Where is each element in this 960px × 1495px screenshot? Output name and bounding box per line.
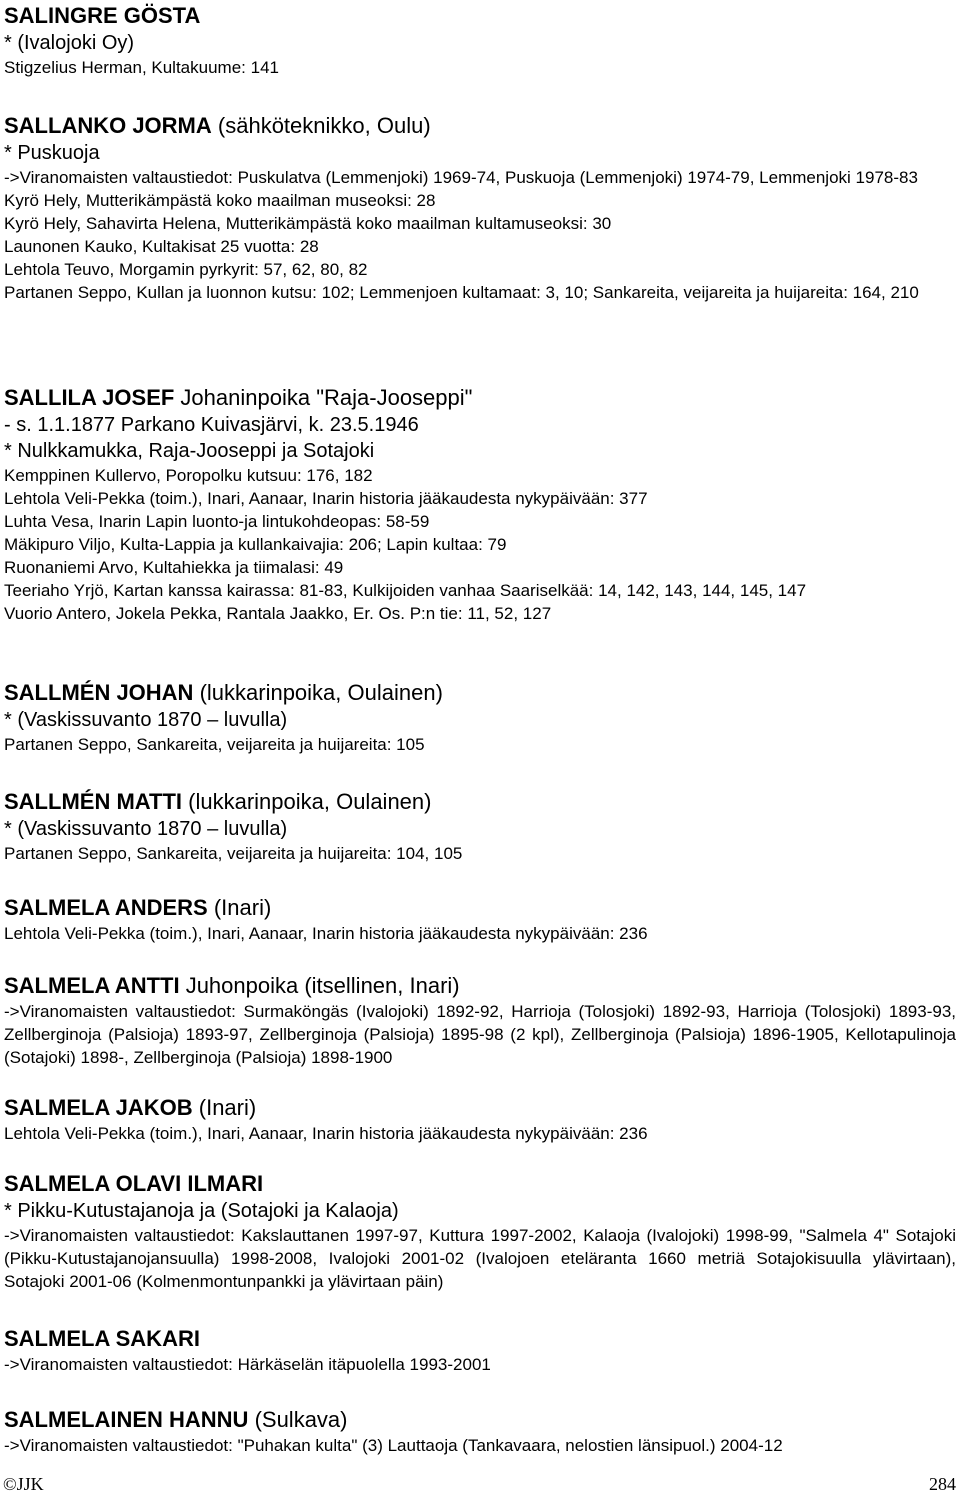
entry-line: Partanen Seppo, Sankareita, veijareita ja huijareita: 104, 105 [4, 844, 463, 863]
page-number: 284 [929, 1474, 956, 1494]
entry-line: ->Viranomaisten valtaustiedot: Härkäselän itäpuolella 1993-2001 [4, 1355, 491, 1374]
entry-line: Luhta Vesa, Inarin Lapin luonto-ja lintukohdeopas: 58-59 [4, 512, 430, 531]
entry-line: Lehtola Veli-Pekka (toim.), Inari, Aanaar, Inarin historia jääkaudesta nykypäivään: 236 [4, 924, 648, 943]
entry [4, 2, 956, 79]
entry-line: * Pikku-Kutustajanoja ja (Sotajoki ja Kalaoja) [4, 1200, 399, 1222]
entry [4, 1170, 956, 1293]
entry-name: SALMELA ANTTI [4, 973, 180, 998]
entry-heading [4, 1170, 956, 1198]
entry [4, 972, 956, 1069]
entry-heading [4, 894, 956, 922]
entry-line: Stigzelius Herman, Kultakuume: 141 [4, 58, 279, 77]
entry-heading [4, 384, 956, 412]
entry-line: Lehtola Veli-Pekka (toim.), Inari, Aanaar, Inarin historia jääkaudesta nykypäivään: 377 [4, 489, 648, 508]
entry-line: * (Ivalojoki Oy) [4, 32, 135, 54]
entry-line: ->Viranomaisten valtaustiedot: Puskulatva (Lemmenjoki) 1969-74, Puskuoja (Lemmenjoki) 1974-79, Lemmenjoki 1978-83 [4, 168, 918, 187]
entry-name: SALMELA OLAVI ILMARI [4, 1171, 264, 1196]
entry-line: ->Viranomaisten valtaustiedot: "Puhakan kulta" (3) Lauttaoja (Tankavaara, nelostien länsipuol.) 2004-12 [4, 1436, 783, 1455]
footer-copyright: ©JJK [3, 1474, 44, 1494]
entry-heading [4, 1406, 956, 1434]
entry-line: Kyrö Hely, Mutterikämpästä koko maailman museoksi: 28 [4, 191, 436, 210]
entry-heading [4, 1094, 956, 1122]
entry-line: Teeriaho Yrjö, Kartan kanssa kairassa: 81-83, Kulkijoiden vanhaa Saariselkää: 14, 142, 143, 144, 145, 147 [4, 581, 807, 600]
entry-name: SALLANKO JORMA [4, 113, 212, 138]
entry-descriptor: (Sulkava) [248, 1407, 348, 1432]
entry-descriptor: (sähköteknikko, Oulu) [211, 113, 431, 138]
entry-line: Kemppinen Kullervo, Poropolku kutsuu: 176, 182 [4, 466, 373, 485]
entry [4, 1406, 956, 1457]
entry-descriptor: (lukkarinpoika, Oulainen) [182, 789, 432, 814]
entry [4, 894, 956, 945]
entry-line: ->Viranomaisten valtaustiedot: Surmaköngäs (Ivalojoki) 1892-92, Harrioja (Tolosjoki) 1892-93, Harrioja (Tolosjoki) 1893-93, Zellberginoja (Palsioja) 1893-97, Zellberginoja (Palsioja) 1895-98 (2 kpl), Zellberginoja (Palsioja) 1896-1905, Kellotapulinoja (Sotajoki) 1898-, Zellberginoja (Palsioja) 1898-1900 [4, 1002, 956, 1067]
entry-line: Lehtola Veli-Pekka (toim.), Inari, Aanaar, Inarin historia jääkaudesta nykypäivään: 236 [4, 1124, 648, 1143]
entry-name: SALINGRE GÖSTA [4, 3, 201, 28]
entry-line: Partanen Seppo, Sankareita, veijareita ja huijareita: 105 [4, 735, 425, 754]
entry-line: - s. 1.1.1877 Parkano Kuivasjärvi, k. 23.5.1946 [4, 414, 419, 436]
entry-heading [4, 1325, 956, 1353]
entry-descriptor: (lukkarinpoika, Oulainen) [193, 680, 443, 705]
entry-line: Mäkipuro Viljo, Kulta-Lappia ja kullankaivajia: 206; Lapin kultaa: 79 [4, 535, 507, 554]
entry-heading [4, 788, 956, 816]
entry-name: SALMELAINEN HANNU [4, 1407, 249, 1432]
entry-name: SALMELA ANDERS [4, 895, 208, 920]
entry-line: Lehtola Teuvo, Morgamin pyrkyrit: 57, 62, 80, 82 [4, 260, 368, 279]
entry [4, 1094, 956, 1145]
entry-name: SALMELA SAKARI [4, 1326, 200, 1351]
entry-heading [4, 679, 956, 707]
entry-line: ->Viranomaisten valtaustiedot: Kakslauttanen 1997-97, Kuttura 1997-2002, Kalaoja (Ivalojoki) 1998-99, "Salmela 4" Sotajoki (Pikku-Kutustajanojansuulla) 1998-2008, Ivalojoki 2001-02 (Ivalojoen eteläranta 1660 metriä Sotajokisuulla ylävirtaan), Sotajoki 2001-06 (Kolmenmontunpankki ja ylävirtaan päin) [4, 1226, 956, 1291]
entry-line: Kyrö Hely, Sahavirta Helena, Mutterikämpästä koko maailman kultamuseoksi: 30 [4, 214, 612, 233]
entry-descriptor: Johaninpoika "Raja-Jooseppi" [174, 385, 473, 410]
entry-line: * Nulkkamukka, Raja-Jooseppi ja Sotajoki [4, 440, 375, 462]
entry-descriptor: (Inari) [207, 895, 272, 920]
entry-descriptor: Juhonpoika (itsellinen, Inari) [179, 973, 460, 998]
entry [4, 679, 956, 756]
entry-name: SALLILA JOSEF [4, 385, 175, 410]
entry-line: Partanen Seppo, Kullan ja luonnon kutsu: 102; Lemmenjoen kultamaat: 3, 10; Sankareita, veijareita ja huijareita: 164, 210 [4, 283, 919, 302]
entry [4, 788, 956, 865]
entry-heading [4, 2, 956, 30]
entry-line: Ruonaniemi Arvo, Kultahiekka ja tiimalasi: 49 [4, 558, 344, 577]
entry-line: Vuorio Antero, Jokela Pekka, Rantala Jaakko, Er. Os. P:n tie: 11, 52, 127 [4, 604, 552, 623]
entry [4, 1325, 956, 1376]
entry [4, 384, 956, 625]
entry-name: SALLMÉN MATTI [4, 789, 183, 814]
entry-descriptor: (Inari) [192, 1095, 257, 1120]
entry-line: * (Vaskissuvanto 1870 – luvulla) [4, 709, 288, 731]
entry-heading [4, 112, 956, 140]
entry-name: SALLMÉN JOHAN [4, 680, 194, 705]
entry-name: SALMELA JAKOB [4, 1095, 193, 1120]
entry-heading [4, 972, 956, 1000]
entry-line: * (Vaskissuvanto 1870 – luvulla) [4, 818, 288, 840]
entry-line: * Puskuoja [4, 142, 100, 164]
entry [4, 112, 956, 304]
entry-line: Launonen Kauko, Kultakisat 25 vuotta: 28 [4, 237, 319, 256]
